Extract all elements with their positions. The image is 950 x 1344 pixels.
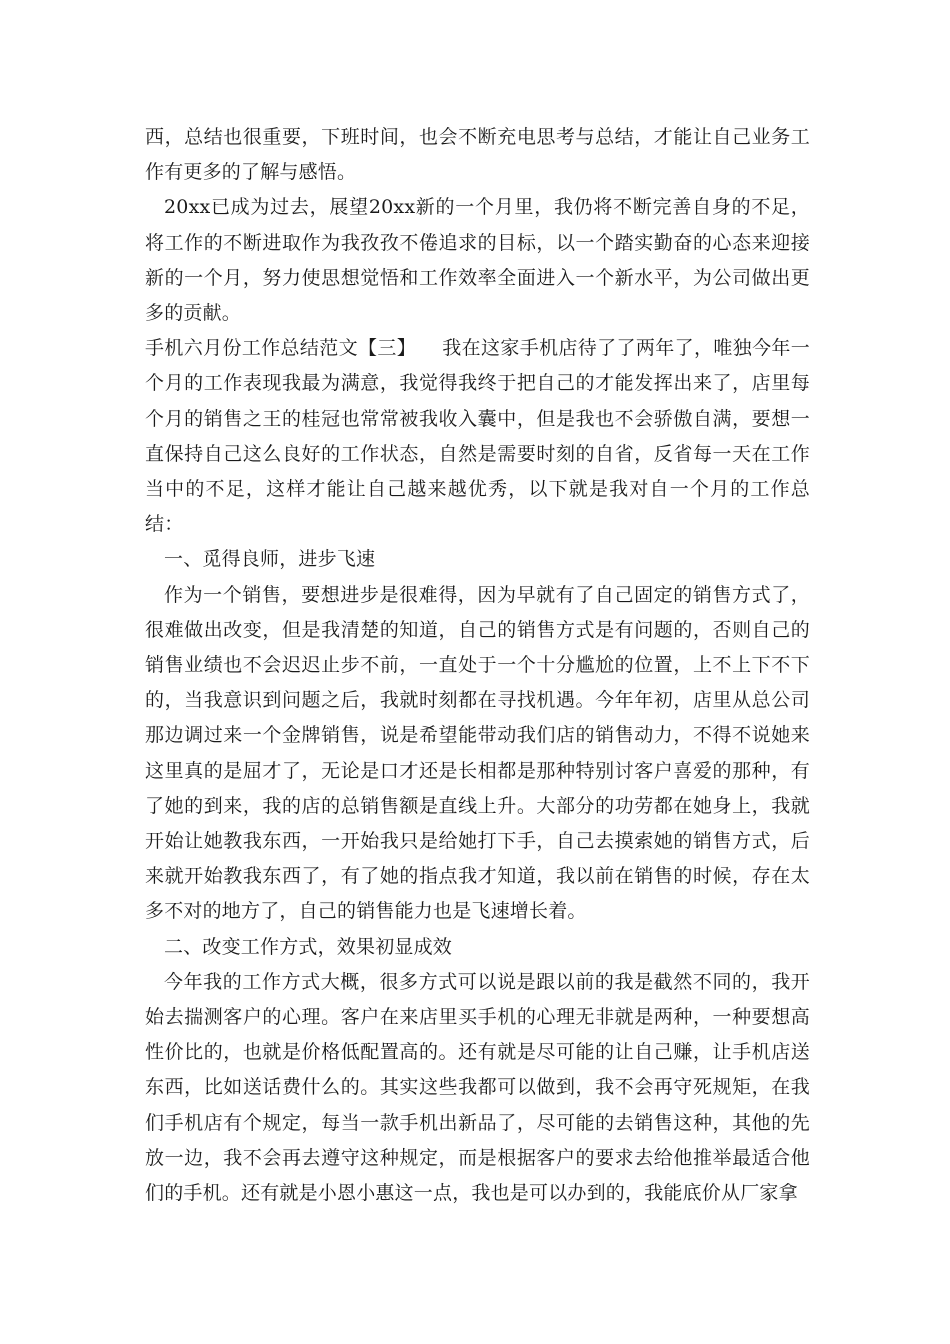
document-body — [145, 120, 810, 1211]
subheading-1: 一、觅得良师，进步飞速 — [164, 548, 376, 571]
paragraph-2: 20xx已成为过去，展望20xx新的一个月里，我仍将不断完善自身的不足，将工作的不断进取作为我孜孜不倦追求的目标，以一个踏实勤奋的心态来迎接新的一个月，努力使思想觉悟和工作效率全面进入一个新水平，为公司做出更多的贡献。 — [145, 196, 810, 325]
subheading-2: 二、改变工作方式，效果初显成效 — [164, 935, 453, 958]
paragraph-7: 今年我的工作方式大概，很多方式可以说是跟以前的我是截然不同的，我开始去揣测客户的心理。客户在来店里买手机的心理无非就是两种，一种要想高性价比的，也就是价格低配置高的。还有就是尽可能的让自己赚，让手机店送东西，比如送话费什么的。其实这些我都可以做到，我不会再守死规矩，在我们手机店有个规定，每当一款手机出新品了，尽可能的去销售这种，其他的先放一边，我不会再去遵守这种规定，而是根据客户的要求去给他推举最适合他们的手机。还有就是小恩小惠这一点，我也是可以办到的，我能底价从厂家拿 — [145, 970, 810, 1205]
paragraph-3 — [145, 331, 810, 542]
paragraph-3-text: 我在这家手机店待了了两年了，唯独今年一个月的工作表现我最为满意，我觉得我终于把自己的才能发挥出来了，店里每个月的销售之王的桂冠也常常被我收入囊中，但是我也不会骄傲自满，要想一直保持自己这么良好的工作状态，自然是需要时刻的自省，反省每一天在工作当中的不足，这样才能让自己越来越优秀，以下就是我对自一个月的工作总结： — [145, 337, 810, 536]
section-title: 手机六月份工作总结范文【三】 — [145, 337, 417, 360]
paragraph-1: 西，总结也很重要，下班时间，也会不断充电思考与总结，才能让自己业务工作有更多的了解与感悟。 — [145, 126, 810, 184]
paragraph-5: 作为一个销售，要想进步是很难得，因为早就有了自己固定的销售方式了，很难做出改变，但是我清楚的知道，自己的销售方式是有问题的，否则自己的销售业绩也不会迟迟止步不前，一直处于一个十分尴尬的位置，上不上下不下的，当我意识到问题之后，我就时刻都在寻找机遇。今年年初，店里从总公司那边调过来一个金牌销售，说是希望能带动我们店的销售动力，不得不说她来这里真的是屈才了，无论是口才还是长相都是那种特别讨客户喜爱的那种，有了她的到来，我的店的总销售额是直线上升。大部分的功劳都在她身上，我就开始让她教我东西，一开始我只是给她打下手，自己去摸索她的销售方式，后来就开始教我东西了，有了她的指点我才知道，我以前在销售的时候，存在太多不对的地方了，自己的销售能力也是飞速增长着。 — [145, 583, 810, 923]
